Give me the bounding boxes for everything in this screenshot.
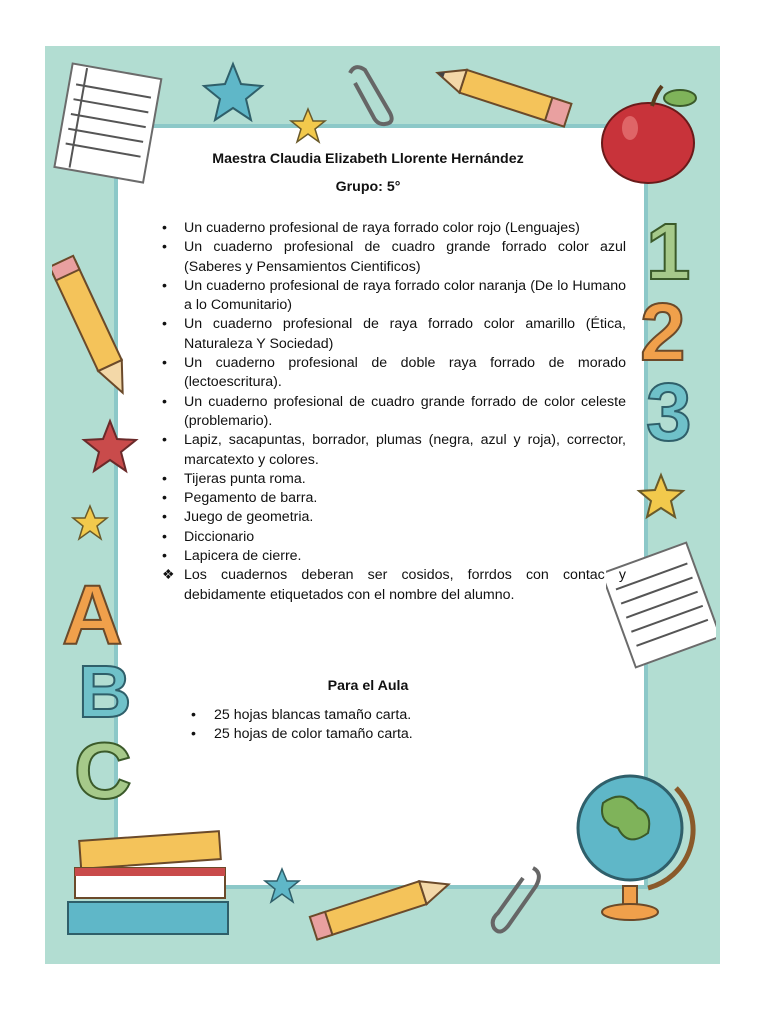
group-label: Grupo: 5° bbox=[335, 179, 401, 195]
list-item bbox=[158, 489, 626, 508]
item-text: Tijeras punta roma. bbox=[184, 470, 306, 487]
list-item bbox=[158, 354, 626, 393]
letter-a: A bbox=[62, 568, 123, 662]
bullet: • bbox=[162, 548, 167, 565]
item-text: Un cuaderno profesional de raya forrado color amarillo (Ética, Naturaleza Y Sociedad) bbox=[184, 316, 626, 352]
bullet: • bbox=[162, 277, 167, 294]
item-text: Lapicera de cierre. bbox=[184, 548, 302, 565]
list-item-note bbox=[158, 566, 626, 605]
apple-icon bbox=[590, 78, 710, 188]
diamond-bullet-icon: ❖ bbox=[162, 567, 175, 584]
item-text: Un cuaderno profesional de cuadro grande forrado color azul (Saberes y Pensamientos Cientificos) bbox=[184, 239, 626, 275]
list-item bbox=[158, 547, 626, 566]
item-text: Juego de geometria. bbox=[184, 509, 314, 526]
item-text: Un cuaderno profesional de raya forrado color rojo (Lenguajes) bbox=[184, 220, 580, 236]
list-item bbox=[158, 315, 626, 354]
letter-b: B bbox=[78, 650, 132, 733]
supply-list bbox=[158, 219, 626, 605]
item-text: Pegamento de barra. bbox=[184, 490, 318, 507]
number-2: 2 bbox=[640, 287, 686, 378]
teacher-name: Maestra Claudia Elizabeth Llorente Hernández bbox=[212, 151, 524, 167]
small-star-left-icon bbox=[70, 503, 110, 543]
bottom-pencil-icon bbox=[300, 858, 465, 953]
bullet: • bbox=[162, 509, 167, 526]
letter-c: C bbox=[74, 726, 132, 815]
item-text: 25 hojas de color tamaño carta. bbox=[214, 726, 413, 743]
paperclip-icon bbox=[340, 58, 400, 128]
bullet: • bbox=[162, 393, 167, 410]
books-icon bbox=[60, 826, 240, 946]
aula-list bbox=[188, 706, 608, 745]
list-item bbox=[158, 219, 626, 238]
item-text: Un cuaderno profesional de cuadro grande forrado de color celeste (problemario). bbox=[184, 393, 626, 429]
pencil-left-icon bbox=[52, 248, 142, 418]
bullet: • bbox=[162, 528, 167, 545]
item-text: Diccionario bbox=[184, 528, 255, 545]
number-3: 3 bbox=[646, 367, 692, 458]
list-item bbox=[158, 470, 626, 489]
aula-title: Para el Aula bbox=[327, 678, 409, 694]
red-star-icon bbox=[78, 417, 142, 477]
pencil-icon bbox=[425, 58, 585, 138]
small-star-icon bbox=[288, 106, 328, 146]
list-item bbox=[158, 393, 626, 432]
list-item bbox=[158, 277, 626, 316]
item-text: Los cuadernos deberan ser cosidos, forrdos con contac y debidamente etiquetados con el nombre del alumno. bbox=[184, 567, 626, 603]
star-icon bbox=[198, 60, 268, 125]
item-text: 25 hojas blancas tamaño carta. bbox=[214, 707, 412, 723]
list-item bbox=[158, 528, 626, 547]
item-text: Un cuaderno profesional de doble raya forrado de morado (lectoescritura). bbox=[184, 355, 626, 391]
bullet: • bbox=[162, 490, 167, 507]
bullet: • bbox=[162, 220, 167, 236]
bullet: • bbox=[162, 355, 167, 372]
bullet: • bbox=[191, 707, 196, 723]
bullet: • bbox=[191, 726, 196, 743]
list-item bbox=[158, 238, 626, 277]
bullet: • bbox=[162, 239, 167, 256]
list-item bbox=[188, 706, 608, 725]
star-right-icon bbox=[636, 472, 686, 522]
item-text: Lapiz, sacapuntas, borrador, plumas (negra, azul y roja), corrector, marcatexto y colores. bbox=[184, 432, 626, 468]
number-1: 1 bbox=[646, 207, 691, 296]
bottom-paperclip-icon bbox=[488, 858, 548, 938]
item-text: Un cuaderno profesional de raya forrado color naranja (De lo Humano a lo Comunitario) bbox=[184, 277, 626, 314]
list-item bbox=[158, 431, 626, 470]
bullet: • bbox=[162, 470, 167, 487]
list-item bbox=[158, 508, 626, 527]
bullet: • bbox=[162, 316, 167, 333]
list-item bbox=[188, 725, 608, 744]
bottom-star-icon bbox=[262, 866, 302, 906]
globe-icon bbox=[568, 758, 698, 928]
bullet: • bbox=[162, 432, 167, 449]
